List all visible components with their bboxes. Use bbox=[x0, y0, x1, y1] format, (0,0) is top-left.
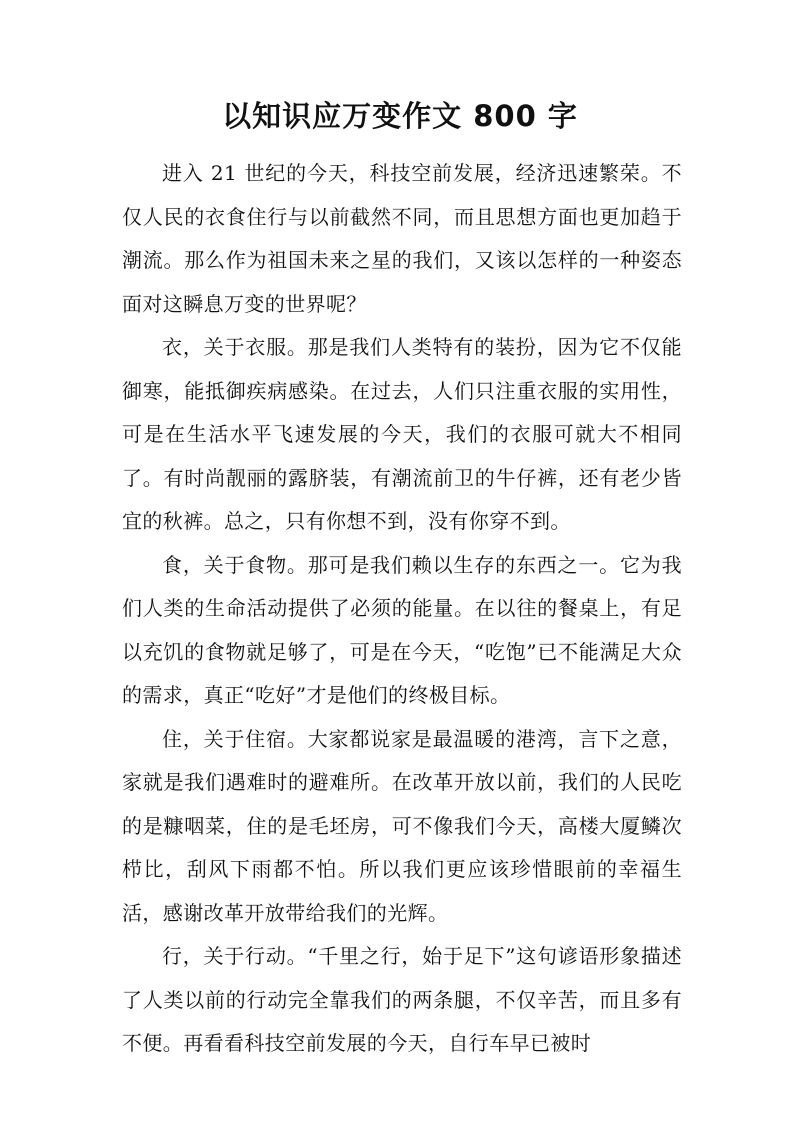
paragraph-5: 行，关于行动。“千里之行，始于足下”这句谚语形象描述了人类以前的行动完全靠我们的两条腿，不仅辛苦，而且多有不便。再看看科技空前发展的今天，自行车早已被时 bbox=[122, 944, 682, 1055]
paragraph-1: 进入 21 世纪的今天，科技空前发展，经济迅速繁荣。不仅人民的衣食住行与以前截然不同，而且思想方面也更加趋于潮流。那么作为祖国未来之星的我们，又该以怎样的一种姿态面对这瞬息万变的世界呢？ bbox=[122, 161, 682, 316]
paragraph-2: 衣，关于衣服。那是我们人类特有的装扮，因为它不仅能御寒，能抵御疾病感染。在过去，人们只注重衣服的实用性，可是在生活水平飞速发展的今天，我们的衣服可就大不相同了。有时尚靓丽的露脐装，有潮流前卫的牛仔裤，还有老少皆宜的秋裤。总之，只有你想不到，没有你穿不到。 bbox=[122, 335, 682, 533]
document-title: 以知识应万变作文 800 字 bbox=[222, 99, 578, 133]
document-body bbox=[122, 152, 682, 1066]
paragraph-4: 住，关于住宿。大家都说家是最温暖的港湾，言下之意，家就是我们遇难时的避难所。在改革开放以前，我们的人民吃的是糠咽菜，住的是毛坯房，可不像我们今天，高楼大厦鳞次栉比，刮风下雨都不怕。所以我们更应该珍惜眼前的幸福生活，感谢改革开放带给我们的光辉。 bbox=[122, 726, 682, 925]
paragraph-3: 食，关于食物。那可是我们赖以生存的东西之一。它为我们人类的生命活动提供了必须的能量。在以往的餐桌上，有足以充饥的食物就足够了，可是在今天，“吃饱”已不能满足大众的需求，真正“吃好”才是他们的终极目标。 bbox=[122, 552, 682, 707]
